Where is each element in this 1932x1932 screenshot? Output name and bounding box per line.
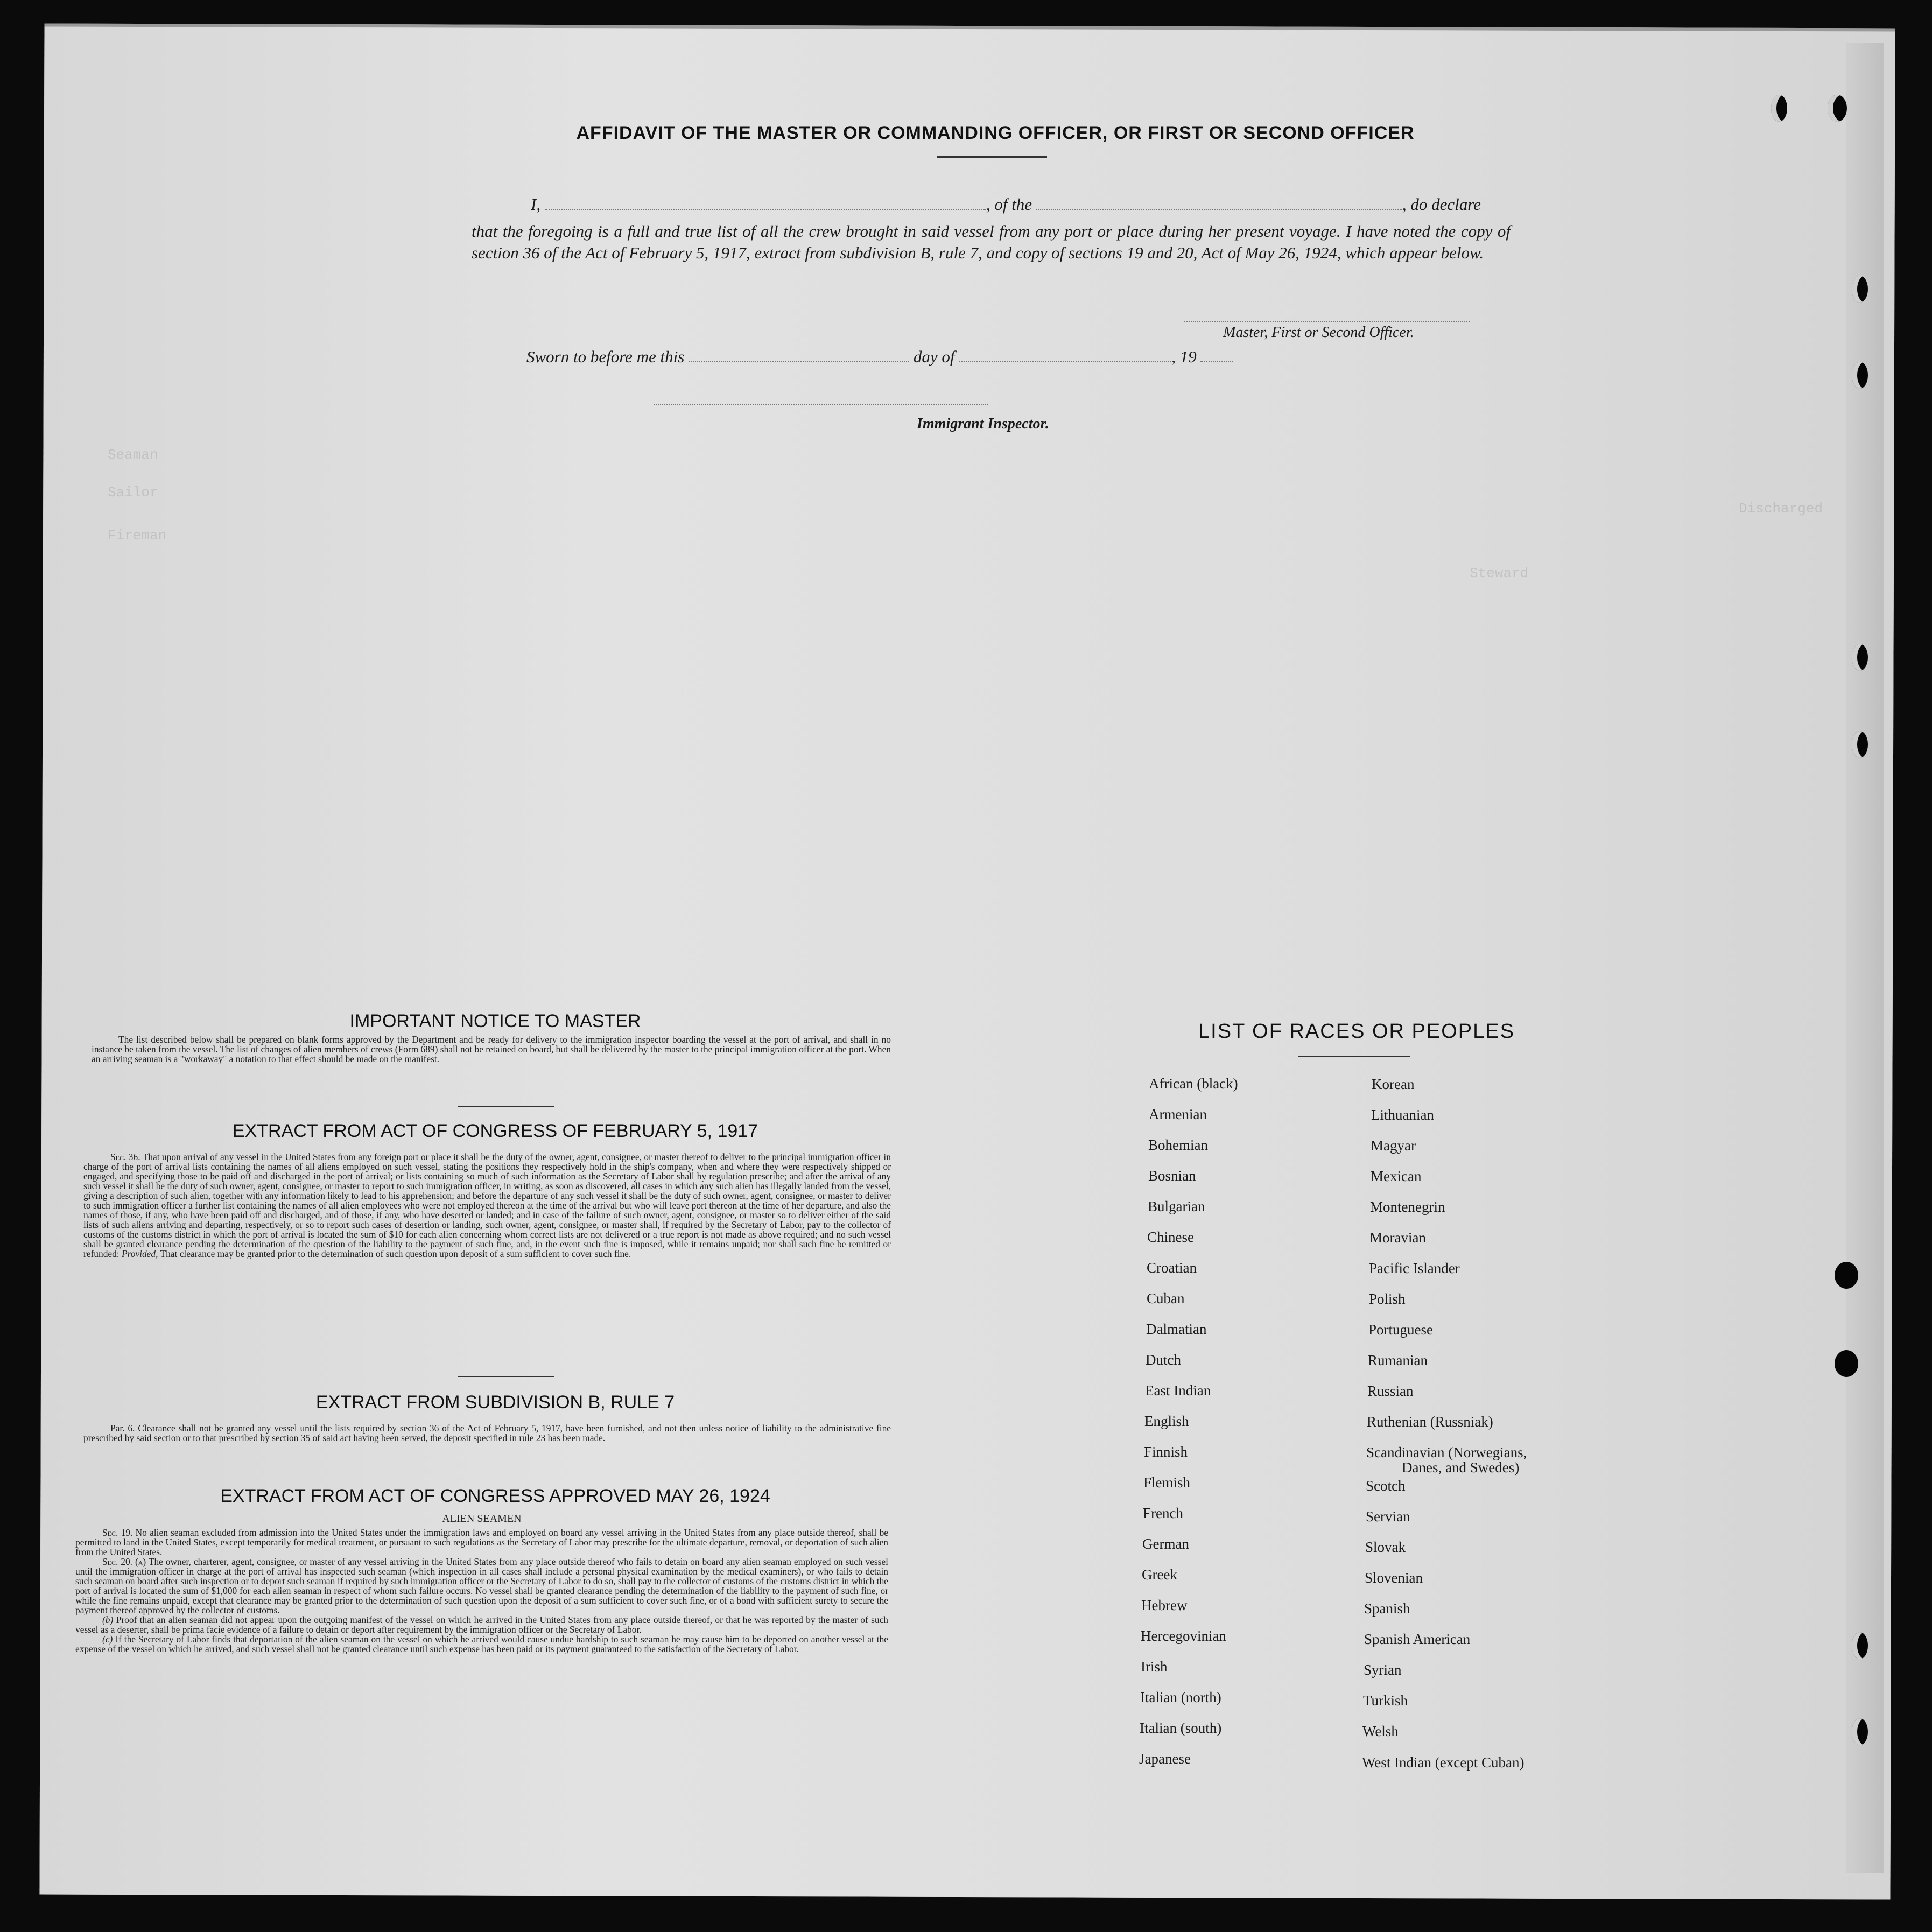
page-edge (1846, 43, 1884, 1873)
sec-20b-text: Proof that an alien seaman did not appear upon the outgoing manifest of the vessel on which he arrived in the United States from any place outside thereof, or that he was reported by the master of such vessel as a deserter, shall be prima facie evidence of a failure to detain or deport after requirement by the immigration officer or the Secretary of Labor. (75, 1614, 888, 1635)
vessel-field[interactable] (1036, 208, 1402, 210)
race-item: Greek (1142, 1566, 1177, 1583)
affidavit-paragraph: that the foregoing is a full and true list of all the crew brought in said vessel from any port or place during her present voyage. I have noted the copy of section 36 of the Act of February 5, 1917, extract from subdivision B, rule 7, and copy of sections 19 and 20, Act of May 26, 1924, which appear below. (472, 222, 1511, 262)
race-item: Portuguese (1368, 1322, 1433, 1338)
race-item: West Indian (except Cuban) (1362, 1754, 1524, 1771)
bleed-through-text: Sailor (108, 484, 158, 501)
affidavit-of-the: , of the (986, 195, 1032, 214)
binder-hole (1852, 276, 1868, 303)
race-item: Ruthenian (Russniak) (1367, 1414, 1493, 1430)
rule-7-body (83, 1423, 891, 1443)
race-item: Cuban (1147, 1290, 1185, 1306)
binder-hole (1852, 362, 1868, 389)
race-item: Italian (north) (1140, 1689, 1221, 1705)
rule-7-text: Par. 6. Clearance shall not be granted any vessel until the lists required by section 36 of the Act of February 5, 1917, have been furnished, and not then unless notice of liability to the administrative fine prescribed by said section or to that prescribed by section 35 of said act having been served, the deposit specified in rule 23 has been made. (83, 1423, 891, 1443)
sworn-day-field[interactable] (689, 361, 909, 362)
alien-seamen-subtitle: ALIEN SEAMEN (442, 1513, 522, 1524)
race-item: Dutch (1146, 1352, 1181, 1368)
proviso-text: That clearance may be granted prior to the determination of such question upon deposit of a sum sufficient to cover such fine. (160, 1248, 631, 1259)
affidavit-do-declare: , do declare (1402, 195, 1481, 214)
race-item: Spanish (1364, 1600, 1410, 1617)
race-item: Hebrew (1141, 1597, 1188, 1613)
master-label: Master, First or Second Officer. (1223, 324, 1414, 341)
binder-hole (1852, 644, 1868, 671)
race-item: African (black) (1149, 1076, 1238, 1092)
binder-hole (1852, 1632, 1868, 1659)
inspector-signature-line[interactable] (654, 404, 988, 405)
race-item: Bulgarian (1148, 1198, 1205, 1214)
races-title-underline (1298, 1056, 1410, 1057)
sworn-year-field[interactable] (1200, 361, 1233, 362)
race-item: Mexican (1371, 1168, 1422, 1184)
sec-36-label: Sec. 36. (110, 1151, 140, 1162)
sec-20c-label: (c) (102, 1634, 113, 1645)
bleed-through-text: Seaman (108, 447, 158, 463)
race-item: Welsh (1362, 1723, 1399, 1739)
notice-text: The list described below shall be prepared on blank forms approved by the Department and be ready for delivery to the immigration inspector boarding the vessel at the port of arrival, and shall in no instance be taken from the vessel. The list of changes of alien members of crews (Form 689) shall not be retained on board, but shall be delivered by the master to the principal immigration officer at the port. When an arriving seaman is a "workaway" a notation to that effect should be made on the manifest. (92, 1034, 891, 1064)
race-item: Polish (1369, 1291, 1406, 1307)
race-item: Pacific Islander (1369, 1260, 1460, 1276)
race-item: Irish (1141, 1659, 1168, 1675)
races-title: LIST OF RACES OR PEOPLES (1198, 1020, 1515, 1043)
binder-hole (1771, 95, 1787, 122)
sec-19-label: Sec. 19. (102, 1527, 133, 1538)
race-item: Chinese (1147, 1229, 1194, 1245)
race-item: Bosnian (1148, 1168, 1196, 1184)
binder-hole (1852, 731, 1868, 758)
sworn-year: , 19 (1171, 347, 1197, 366)
race-item: Slovak (1365, 1539, 1406, 1555)
race-item: French (1143, 1505, 1183, 1521)
proviso-label: Provided, (122, 1248, 158, 1259)
race-item: Slovenian (1365, 1570, 1423, 1586)
notice-title: IMPORTANT NOTICE TO MASTER (349, 1011, 641, 1031)
sworn-prefix: Sworn to before me this (526, 347, 685, 366)
affidavit-line-1 (531, 195, 1481, 214)
affidavit-i: I, (531, 195, 541, 214)
race-item: Armenian (1149, 1106, 1207, 1122)
race-item: Bohemian (1148, 1137, 1208, 1153)
sec-36-text: That upon arrival of any vessel in the United States from any foreign port or place it shall be the duty of the owner, agent, consignee, or master thereof to deliver to the principal immigration officer in charge of the port of arrival lists containing the names of all aliens employed on such vessel, stating the positions they respectively hold in the ship's company, when and where they were respectively shipped or engaged, and specifying those to be paid off and discharged in the port of arrival; or lists containing so much of such information as the Secretary of Labor shall by regulation prescribe; and after the arrival of any such vessel it shall be the duty of such owner, agent, consignee, or master to report to such immigration officer, in writing, as soon as discovered, all cases in which any such alien has illegally landed from the vessel, giving a description of such alien, together with any information likely to lead to his apprehension; and before the departure of any such vessel it shall be the duty of such owner, agent, consignee, or master to deliver to such immigration officer a further list containing the names of all alien employees who were not employed thereon at the time of the arrival but who will leave port thereon at the time of her departure, and also the names of those, if any, who have been paid off and discharged, and of those, if any, who have deserted or landed; and in case of the failure of such owner, agent, consignee, or master so to deliver either of the said lists of such aliens arriving and departing, respectively, or so to report such cases of desertion or landing, such owner, agent, consignee, or master shall, if required by the Secretary of Labor, pay to the collector of customs of the customs district in which the port of arrival is located the sum of $10 for each alien concerning whom correct lists are not delivered or a true report is not made as above required; and no such vessel shall be granted clearance pending the determination of the question of the liability to the payment of such fine, and, in the event such fine is imposed, while it remains unpaid; nor shall such fine be remitted or refunded: (83, 1151, 891, 1259)
affidavit-title: AFFIDAVIT OF THE MASTER OR COMMANDING OFFICER, OR FIRST OR SECOND OFFICER (576, 123, 1415, 143)
race-item: Servian (1366, 1508, 1410, 1524)
race-item: Hercegovinian (1141, 1628, 1226, 1644)
race-item: German (1142, 1536, 1189, 1552)
sec-20b-label: (b) (102, 1614, 114, 1625)
divider (458, 1376, 554, 1377)
bleed-through-text: Steward (1470, 565, 1529, 581)
race-item: Moravian (1369, 1230, 1426, 1246)
race-item-continuation: Danes, and Swedes) (1402, 1459, 1520, 1476)
bleed-through-text: Discharged (1739, 501, 1823, 517)
binder-hole (1852, 1718, 1868, 1745)
race-item: English (1144, 1413, 1189, 1429)
extract-1917-title: EXTRACT FROM ACT OF CONGRESS OF FEBRUARY 5, 1917 (232, 1121, 758, 1141)
race-item: Lithuanian (1371, 1107, 1434, 1123)
race-item: Flemish (1143, 1474, 1191, 1491)
extract-1924-body (75, 1514, 888, 1654)
binder-hole (1828, 95, 1847, 122)
inspector-label: Immigrant Inspector. (917, 416, 1049, 432)
rule-7-title: EXTRACT FROM SUBDIVISION B, RULE 7 (315, 1392, 675, 1413)
race-item: Finnish (1144, 1444, 1188, 1460)
race-item: Syrian (1364, 1662, 1402, 1678)
sworn-day-of: day of (913, 347, 955, 366)
sec-20a-text: The owner, charterer, agent, consignee, or master of any vessel arriving in the United States from any place outside thereof who fails to detain on board any alien seaman employed on such vessel until the immigration officer in charge at the port of arrival has inspected such seaman (which inspection in all cases shall include a personal physical examination by the medical examiners), or who fails to detain such seaman on board after such inspection or to deport such seaman if required by such immigration officer or the Secretary of Labor to do so, shall pay to the collector of customs of the customs district in which the port of arrival is located the sum of $1,000 for each alien seaman in respect of whom such failure occurs. No vessel shall be granted clearance pending the determination of the liability to the payment of such fine, or while the fine remains unpaid, except that clearance may be granted prior to the determination of such question upon the deposit of a sum sufficient to cover such fine, or of a bond with sufficient surety to secure the payment thereof approved by the collector of customs. (75, 1556, 888, 1615)
notice-body (92, 1035, 891, 1064)
race-item: Scandinavian (Norwegians, (1366, 1444, 1527, 1460)
race-item: Montenegrin (1370, 1199, 1445, 1215)
sec-20a-label: Sec. 20. (a) (102, 1556, 146, 1567)
binder-hole (1835, 1262, 1858, 1289)
race-item: Russian (1367, 1383, 1414, 1399)
sworn-line (526, 347, 1233, 367)
sec-20c-text: If the Secretary of Labor finds that deportation of the alien seaman on the vessel on which he arrived would cause undue hardship to such seaman he may cause him to be deported on another vessel at the expense of the vessel on which he arrived, and such vessel shall not be granted clearance until such expense has been paid or its payment guaranteed to the satisfaction of the Secretary of Labor. (75, 1634, 888, 1654)
name-field[interactable] (545, 208, 986, 210)
extract-1917-body (83, 1152, 891, 1259)
race-item: Turkish (1363, 1692, 1408, 1709)
binder-hole (1835, 1350, 1858, 1377)
race-item: Spanish American (1364, 1631, 1471, 1647)
race-item: Croatian (1147, 1260, 1197, 1276)
divider (458, 1106, 554, 1107)
race-item: East Indian (1145, 1382, 1211, 1399)
race-item: Scotch (1366, 1478, 1406, 1494)
race-item: Japanese (1139, 1751, 1191, 1767)
master-signature-line[interactable] (1184, 321, 1470, 322)
sec-19-text: No alien seaman excluded from admission into the United States under the immigration laws and employed on board any vessel arriving in the United States from any place outside thereof, shall be permitted to land in the United States, except temporarily for medical treatment, or pursuant to such regulations as the Secretary of Labor may prescribe for the ultimate departure, removal, or deportation of such alien from the United States. (75, 1527, 888, 1557)
race-item: Dalmatian (1146, 1321, 1207, 1337)
race-item: Rumanian (1368, 1352, 1428, 1368)
sworn-month-field[interactable] (959, 361, 1171, 362)
race-item: Magyar (1371, 1137, 1416, 1154)
race-item: Korean (1372, 1076, 1415, 1092)
race-item: Italian (south) (1140, 1720, 1222, 1736)
title-underline (937, 156, 1047, 158)
extract-1924-title: EXTRACT FROM ACT OF CONGRESS APPROVED MAY 26, 1924 (220, 1486, 770, 1506)
bleed-through-text: Fireman (108, 528, 167, 544)
